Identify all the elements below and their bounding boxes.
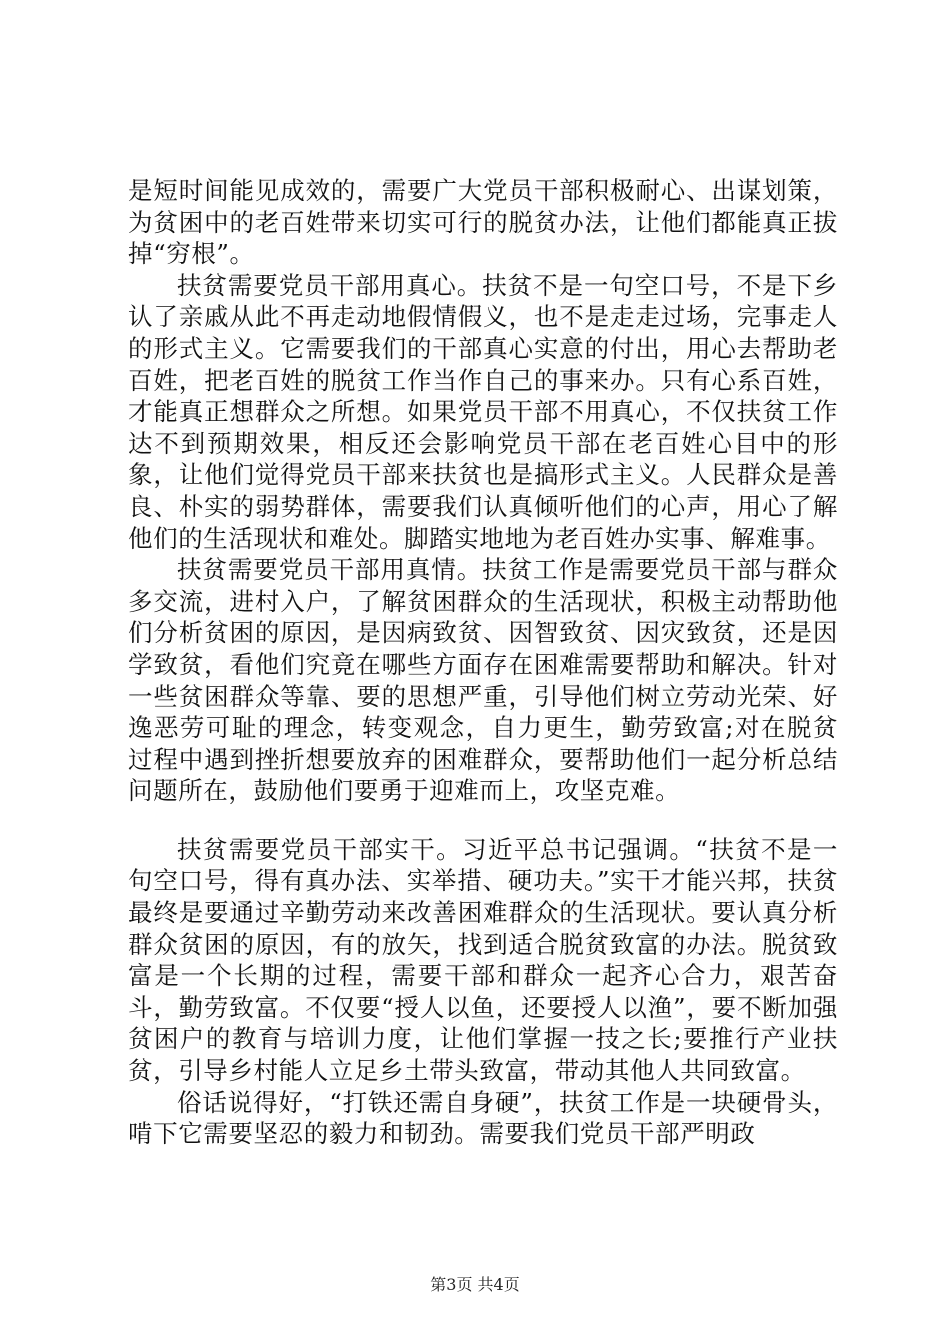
- paragraph-1: 是短时间能见成效的，需要广大党员干部积极耐心、出谋划策，为贫困中的老百姓带来切实可行的脱贫办法，让他们都能真正拔掉“穷根”。: [128, 176, 838, 269]
- paragraph-2: 扶贫需要党员干部用真心。扶贫不是一句空口号，不是下乡认了亲戚从此不再走动地假情假义，也不是走走过场，完事走人的形式主义。它需要我们的干部真心实意的付出，用心去帮助老百姓，把老百姓的脱贫工作当作自己的事来办。只有心系百姓，才能真正想群众之所想。如果党员干部不用真心，不仅扶贫工作达不到预期效果，相反还会影响党员干部在老百姓心目中的形象，让他们觉得党员干部来扶贫也是搞形式主义。人民群众是善良、朴实的弱势群体，需要我们认真倾听他们的心声，用心了解他们的生活现状和难处。脚踏实地地为老百姓办实事、解难事。: [128, 270, 838, 553]
- paragraph-4: 扶贫需要党员干部实干。习近平总书记强调。“扶贫不是一句空口号，得有真办法、实举措、硬功夫。”实干才能兴邦，扶贫最终是要通过辛勤劳动来改善困难群众的生活现状。要认真分析群众贫困的原因，有的放矢，找到适合脱贫致富的办法。脱贫致富是一个长期的过程，需要干部和群众一起齐心合力，艰苦奋斗，勤劳致富。不仅要“授人以鱼，还要授人以渔”，要不断加强贫困户的教育与培训力度，让他们掌握一技之长;要推行产业扶贫，引导乡村能人立足乡土带头致富，带动其他人共同致富。: [128, 834, 838, 1086]
- document-body: [128, 175, 838, 1150]
- paragraph-5: 俗话说得好，“打铁还需自身硬”，扶贫工作是一块硬骨头，啃下它需要坚忍的毅力和韧劲。需要我们党员干部严明政: [128, 1087, 838, 1149]
- paragraph-3: 扶贫需要党员干部用真情。扶贫工作是需要党员干部与群众多交流，进村入户，了解贫困群众的生活现状，积极主动帮助他们分析贫困的原因，是因病致贫、因智致贫、因灾致贫，还是因学致贫，看他们究竟在哪些方面存在困难需要帮助和解决。针对一些贫困群众等靠、要的思想严重，引导他们树立劳动光荣、好逸恶劳可耻的理念，转变观念，自力更生，勤劳致富;对在脱贫过程中遇到挫折想要放弃的困难群众，要帮助他们一起分析总结问题所在，鼓励他们要勇于迎难而上，攻坚克难。: [128, 555, 838, 806]
- paragraph-gap: [128, 807, 838, 834]
- page-footer: 第3页 共4页: [430, 1275, 520, 1294]
